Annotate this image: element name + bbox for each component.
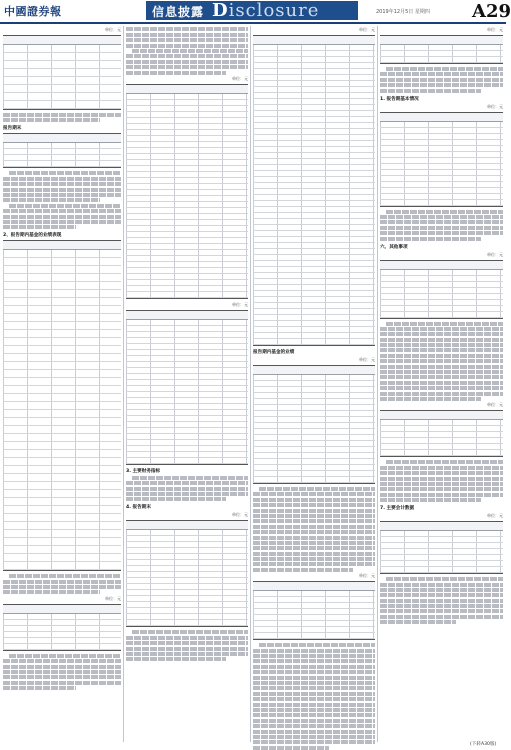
- table-header: [380, 261, 503, 270]
- text-line: [253, 659, 375, 663]
- text-line: [380, 365, 503, 369]
- text-line: [380, 83, 503, 87]
- text-line: [253, 740, 375, 744]
- table-row: [3, 61, 121, 69]
- text-line: [380, 231, 503, 235]
- unit-label: 单位：元: [487, 27, 503, 32]
- text-line: [126, 481, 248, 485]
- text-line: [380, 359, 503, 363]
- text-line: [380, 482, 503, 486]
- table-row: [3, 306, 121, 314]
- table-row: [380, 567, 503, 573]
- text-line: [380, 583, 503, 587]
- issue-date: 2019年12月5日 星期四: [376, 9, 430, 15]
- table-row: [3, 370, 121, 378]
- table-row: [3, 290, 121, 298]
- text-line: [380, 471, 503, 475]
- table-row: [380, 450, 503, 456]
- text-line: [132, 476, 248, 480]
- text-line: [3, 665, 121, 669]
- table-row: [3, 554, 121, 562]
- text-line: [126, 641, 248, 645]
- unit-label: 单位：元: [232, 512, 248, 518]
- text-line: [380, 397, 481, 401]
- table-header: [253, 36, 375, 45]
- text-line: [253, 735, 375, 739]
- table-row: [3, 530, 121, 538]
- table-row: [3, 298, 121, 306]
- table-row: [3, 522, 121, 530]
- text-line: [126, 636, 248, 640]
- text-line: [9, 204, 121, 208]
- text-line: [380, 215, 503, 219]
- text-line: [3, 118, 100, 122]
- text-line: [380, 72, 503, 76]
- text-line: [253, 546, 375, 550]
- text-line: [380, 237, 481, 241]
- table-row: [3, 410, 121, 418]
- table-row: [3, 506, 121, 514]
- data-table: [3, 604, 121, 651]
- table-row: [3, 386, 121, 394]
- table-row: [3, 258, 121, 266]
- text-line: [3, 681, 121, 685]
- text-line: [3, 113, 121, 117]
- text-line: [380, 604, 503, 608]
- table-row: [3, 274, 121, 282]
- text-line: [253, 703, 375, 707]
- text-line: [380, 370, 503, 374]
- text-line: [253, 686, 375, 690]
- column-divider: [377, 26, 378, 742]
- text-line: [380, 599, 503, 603]
- text-line: [253, 676, 375, 680]
- text-line: [253, 525, 375, 529]
- table-row: [3, 474, 121, 482]
- text-line: [253, 708, 375, 712]
- text-line: [380, 89, 481, 93]
- text-line: [253, 697, 375, 701]
- table-row: [380, 312, 503, 318]
- table-header: [380, 113, 503, 122]
- text-line: [253, 649, 375, 653]
- unit-label: 单位：元: [487, 103, 503, 109]
- text-line: [253, 681, 375, 685]
- table-header: [380, 522, 503, 531]
- table-row: [3, 93, 121, 101]
- table-header: [126, 311, 248, 320]
- table-row: [3, 482, 121, 490]
- text-line: [253, 665, 375, 669]
- text-line: [253, 654, 375, 658]
- table-row: [3, 426, 121, 434]
- text-line: [126, 65, 248, 69]
- text-line: [380, 493, 503, 497]
- text-line: [380, 354, 503, 358]
- text-line: [126, 44, 248, 48]
- table-row: [3, 53, 121, 61]
- text-line: [253, 541, 375, 545]
- table-row: [3, 538, 121, 546]
- table-header: [3, 134, 121, 143]
- text-line: [3, 670, 121, 674]
- text-line: [3, 659, 121, 663]
- text-line: [253, 492, 375, 496]
- table-row: [3, 266, 121, 274]
- data-table: [3, 240, 121, 571]
- text-line: [3, 182, 121, 186]
- text-line: [126, 652, 248, 656]
- data-table: [253, 35, 375, 346]
- text-line: [380, 588, 503, 592]
- section-heading: 3. 主要财务指标: [126, 468, 161, 474]
- text-line: [380, 332, 503, 336]
- section-heading: 4. 报告期末: [126, 505, 151, 511]
- table-row: [126, 620, 248, 626]
- table-header: [3, 241, 121, 250]
- text-line: [380, 487, 503, 491]
- text-line: [3, 675, 121, 679]
- text-line: [126, 60, 248, 64]
- section-heading: 六、其他事项: [380, 244, 408, 250]
- table-row: [3, 394, 121, 402]
- unit-label: 单位：元: [487, 251, 503, 257]
- column-divider: [250, 26, 251, 742]
- text-line: [3, 215, 121, 219]
- text-line: [3, 209, 121, 213]
- text-line: [386, 322, 503, 326]
- text-line: [380, 477, 503, 481]
- text-line: [253, 562, 375, 566]
- column-3: [253, 26, 375, 742]
- table-header: [380, 36, 503, 45]
- text-line: [3, 225, 76, 229]
- table-header: [380, 411, 503, 420]
- table-row: [3, 330, 121, 338]
- data-table: [380, 521, 503, 574]
- text-line: [253, 713, 375, 717]
- text-line: [380, 78, 503, 82]
- data-table: [126, 84, 248, 299]
- table-row: [3, 418, 121, 426]
- text-line: [380, 327, 503, 331]
- table-row: [3, 282, 121, 290]
- data-table: [3, 133, 121, 168]
- table-row: [3, 250, 121, 258]
- text-line: [380, 615, 503, 619]
- text-line: [253, 557, 375, 561]
- table-row: [3, 490, 121, 498]
- section-heading: 报告期内基金的业绩: [253, 350, 295, 355]
- table-row: [3, 434, 121, 442]
- text-line: [126, 33, 248, 37]
- text-line: [380, 392, 503, 396]
- section-title-cn: 信息披露: [152, 5, 205, 19]
- text-line: [380, 375, 503, 379]
- text-line: [386, 67, 503, 71]
- data-table: [380, 35, 503, 64]
- text-line: [126, 27, 248, 31]
- section-heading: 1. 报告期基本情况: [380, 96, 419, 102]
- text-line: [3, 220, 121, 224]
- text-line: [380, 593, 503, 597]
- text-line: [380, 348, 503, 352]
- text-line: [253, 503, 375, 507]
- text-line: [253, 509, 375, 513]
- text-line: [3, 198, 100, 202]
- section-heading: 报告期末: [3, 126, 22, 132]
- table-row: [126, 292, 248, 298]
- text-line: [380, 466, 503, 470]
- table-row: [253, 633, 375, 639]
- data-table: [126, 310, 248, 465]
- text-line: [3, 585, 121, 589]
- column-2: [126, 26, 248, 742]
- text-line: [253, 692, 375, 696]
- continuation-note: (下转A30版): [470, 742, 497, 747]
- table-header: [126, 521, 248, 530]
- table-row: [380, 200, 503, 206]
- text-line: [126, 497, 226, 501]
- text-line: [253, 519, 375, 523]
- text-line: [253, 746, 329, 750]
- table-row: [3, 161, 121, 167]
- text-line: [386, 577, 503, 581]
- table-row: [3, 498, 121, 506]
- page-number: A29: [472, 1, 511, 22]
- text-line: [126, 38, 248, 42]
- text-line: [253, 498, 375, 502]
- unit-label: 单位：元: [359, 357, 375, 362]
- table-row: [3, 85, 121, 93]
- text-line: [380, 609, 503, 613]
- text-line: [126, 54, 248, 58]
- table-row: [3, 466, 121, 474]
- unit-label: 单位：元: [487, 513, 503, 519]
- text-line: [3, 686, 76, 690]
- table-row: [3, 322, 121, 330]
- table-row: [3, 45, 121, 53]
- table-row: [3, 77, 121, 85]
- table-header: [253, 366, 375, 375]
- text-line: [253, 568, 353, 572]
- section-title-en: [212, 0, 319, 21]
- table-row: [3, 101, 121, 109]
- unit-label: 单位：元: [105, 27, 121, 32]
- data-table: [253, 365, 375, 484]
- text-line: [386, 460, 503, 464]
- text-line: [253, 530, 375, 534]
- unit-label: 单位：元: [359, 573, 375, 579]
- section-heading: 2、报告期内基金的业绩表现: [3, 233, 62, 239]
- text-line: [3, 188, 121, 192]
- data-table: [380, 410, 503, 457]
- text-line: [9, 574, 121, 578]
- table-header: [3, 605, 121, 614]
- table-row: [253, 339, 375, 345]
- text-line: [253, 719, 375, 723]
- section-title-en-rest: isclosure: [228, 0, 320, 21]
- text-line: [3, 590, 100, 594]
- text-line: [126, 71, 226, 75]
- text-line: [132, 49, 248, 53]
- text-line: [253, 536, 375, 540]
- column-4: [380, 26, 503, 742]
- table-row: [380, 57, 503, 63]
- table-row: [3, 314, 121, 322]
- text-line: [380, 620, 456, 624]
- table-row: [126, 458, 248, 464]
- text-line: [253, 730, 375, 734]
- text-line: [380, 343, 503, 347]
- table-row: [3, 354, 121, 362]
- text-line: [380, 226, 503, 230]
- text-line: [126, 487, 248, 491]
- data-table: [380, 260, 503, 319]
- text-line: [253, 514, 375, 518]
- text-line: [253, 670, 375, 674]
- text-line: [126, 647, 248, 651]
- text-line: [380, 220, 503, 224]
- table-row: [3, 346, 121, 354]
- unit-label: 单位：元: [359, 27, 375, 32]
- section-title-en-initial: D: [212, 0, 229, 21]
- data-table: [380, 112, 503, 207]
- text-line: [9, 171, 121, 175]
- unit-label: 单位：元: [105, 595, 121, 601]
- table-row: [3, 450, 121, 458]
- unit-label: 单位：元: [232, 75, 248, 81]
- text-line: [3, 177, 121, 181]
- table-row: [3, 362, 121, 370]
- text-line: [3, 580, 121, 584]
- column-divider: [123, 26, 124, 742]
- unit-label: 单位：元: [487, 402, 503, 408]
- section-heading: 7. 主要会计数据: [380, 506, 415, 512]
- unit-label: 单位：元: [232, 301, 248, 307]
- text-line: [3, 193, 121, 197]
- text-line: [386, 210, 503, 214]
- text-line: [253, 724, 375, 728]
- data-table: [253, 581, 375, 640]
- text-line: [126, 492, 248, 496]
- column-1: [3, 26, 121, 742]
- text-line: [259, 643, 375, 647]
- table-row: [3, 338, 121, 346]
- data-table: [3, 35, 121, 110]
- text-line: [259, 487, 375, 491]
- table-header: [3, 36, 121, 45]
- table-row: [3, 378, 121, 386]
- text-line: [253, 552, 375, 556]
- table-header: [253, 582, 375, 591]
- table-row: [3, 69, 121, 77]
- newspaper-logo: 中國證券報: [4, 5, 62, 18]
- text-line: [380, 338, 503, 342]
- table-row: [3, 458, 121, 466]
- table-row: [3, 562, 121, 570]
- masthead: [0, 0, 511, 24]
- table-header: [126, 85, 248, 94]
- text-line: [9, 654, 121, 658]
- table-row: [3, 442, 121, 450]
- table-row: [3, 402, 121, 410]
- table-row: [3, 644, 121, 650]
- table-row: [3, 514, 121, 522]
- section-banner: [146, 1, 358, 20]
- text-line: [126, 657, 226, 661]
- text-line: [380, 381, 503, 385]
- table-row: [3, 546, 121, 554]
- text-line: [380, 386, 503, 390]
- data-table: [126, 520, 248, 627]
- text-line: [132, 630, 248, 634]
- table-row: [253, 477, 375, 483]
- text-line: [380, 498, 481, 502]
